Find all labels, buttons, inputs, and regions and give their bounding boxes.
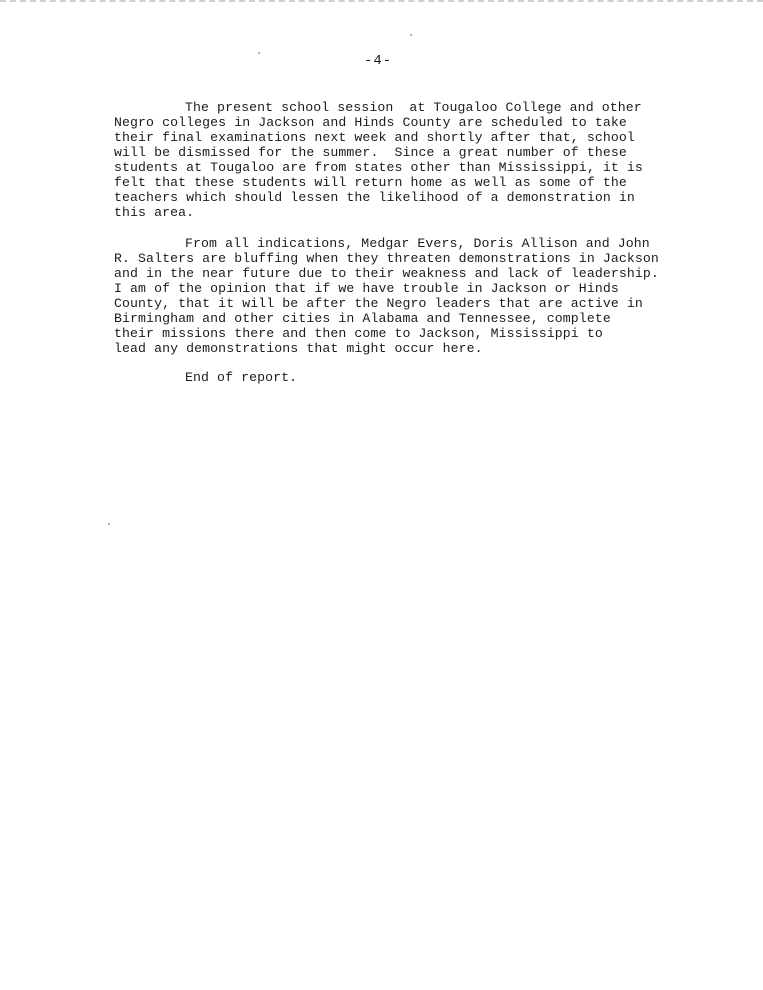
- paper-speck: [108, 523, 110, 525]
- paragraph-1-line-8: this area.: [114, 205, 195, 220]
- paper-speck: [258, 52, 260, 54]
- paragraph-1-line-4: will be dismissed for the summer. Since a great number of these: [114, 145, 627, 160]
- page-top-edge: [0, 0, 763, 2]
- paragraph-2-line-6: Birmingham and other cities in Alabama and Tennessee, complete: [114, 311, 611, 326]
- paper-speck: [410, 34, 412, 36]
- paragraph-2-line-4: I am of the opinion that if we have trouble in Jackson or Hinds: [114, 281, 619, 296]
- paragraph-2-line-1: From all indications, Medgar Evers, Doris Allison and John: [185, 236, 650, 251]
- paragraph-2-line-7: their missions there and then come to Jackson, Mississippi to: [114, 326, 603, 341]
- paragraph-2-line-5: County, that it will be after the Negro leaders that are active in: [114, 296, 643, 311]
- paragraph-1-line-3: their final examinations next week and shortly after that, school: [114, 130, 635, 145]
- paragraph-1-line-6: felt that these students will return home as well as some of the: [114, 175, 627, 190]
- paragraph-1-line-5: students at Tougaloo are from states other than Mississippi, it is: [114, 160, 643, 175]
- paragraph-2-line-2: R. Salters are bluffing when they threaten demonstrations in Jackson: [114, 251, 659, 266]
- paragraph-1-line-2: Negro colleges in Jackson and Hinds County are scheduled to take: [114, 115, 627, 130]
- paragraph-1-line-1: The present school session at Tougaloo College and other: [185, 100, 642, 115]
- paragraph-2-line-3: and in the near future due to their weakness and lack of leadership.: [114, 266, 659, 281]
- closing-line: End of report.: [185, 370, 298, 385]
- paragraph-2-line-8: lead any demonstrations that might occur here.: [114, 341, 483, 356]
- paragraph-1-line-7: teachers which should lessen the likelihood of a demonstration in: [114, 190, 635, 205]
- page-number: -4-: [364, 53, 393, 69]
